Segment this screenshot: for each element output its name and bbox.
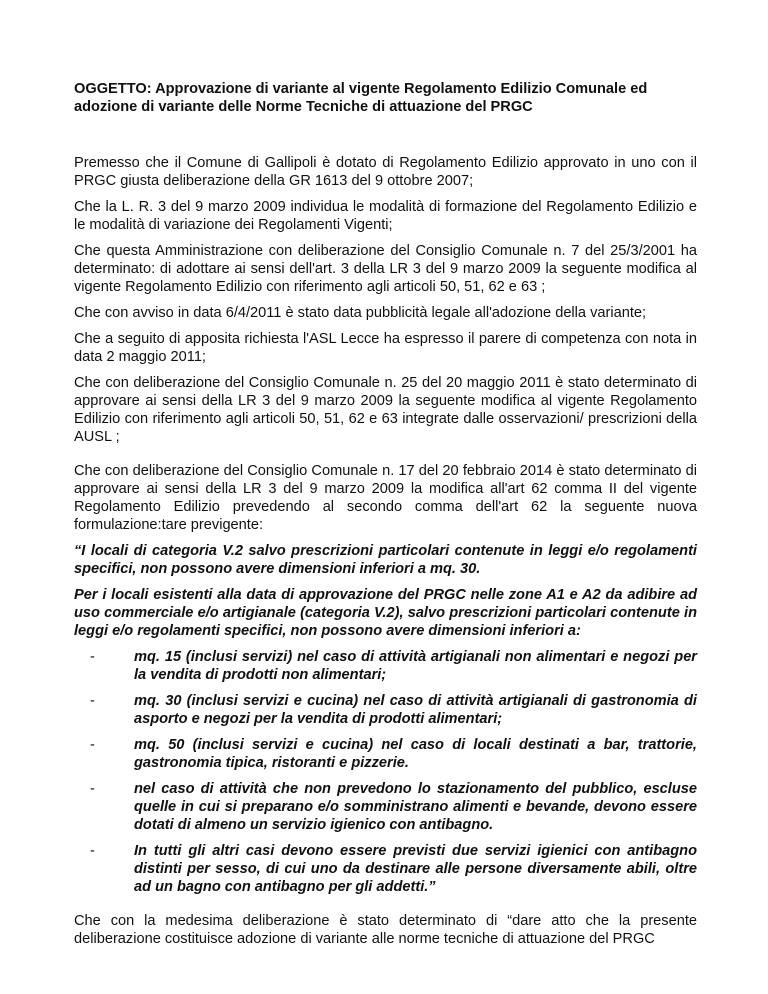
list-item: - nel caso di attività che non prevedono lo stazionamento del pubblico, escluse quelle in cui si preparano e/o somministrano alimenti e bevande, devono essere dotati di almeno un servizio igienico con antibagno. bbox=[90, 781, 697, 833]
list-item: - mq. 30 (inclusi servizi e cucina) nel caso di attività artigianali di gastronomia di asporto e negozi per la vendita di prodotti alimentari; bbox=[90, 693, 697, 727]
quote-locali-esistenti: Per i locali esistenti alla data di approvazione del PRGC nelle zone A1 e A2 da adibire ad uso commerciale e/o artigianale (categoria V.2), salvo prescrizioni particolari contenute in leggi e/o regolamenti specifici, non possono avere dimensioni inferiori a: bbox=[74, 587, 697, 639]
list-item: - mq. 15 (inclusi servizi) nel caso di attività artigianali non alimentari e negozi per la vendita di prodotti non alimentari; bbox=[90, 649, 697, 683]
paragraph-amministrazione: Che questa Amministrazione con deliberazione del Consiglio Comunale n. 7 del 25/3/2001 ha determinato: di adottare ai sensi dell'art. 3 della LR 3 del 9 marzo 2009 la seguente modifica al vigente Regolamento Edilizio con riferimento agli articoli 50, 51, 62 e 63 ; bbox=[74, 243, 697, 295]
paragraph-premesso: Premesso che il Comune di Gallipoli è dotato di Regolamento Edilizio approvato in uno con il PRGC giusta deliberazione della GR 1613 del 9 ottobre 2007; bbox=[74, 155, 697, 189]
paragraph-delibera-25: Che con deliberazione del Consiglio Comunale n. 25 del 20 maggio 2011 è stato determinato di approvare ai sensi della LR 3 del 9 marzo 2009 la seguente modifica al vigente Regolamento Edilizio con riferimento agli articoli 50, 51, 62 e 63 integrate dalle osservazioni/ prescrizioni della AUSL ; bbox=[74, 375, 697, 445]
document-title: OGGETTO: Approvazione di variante al vigente Regolamento Edilizio Comunale ed adozione di variante delle Norme Tecniche di attuazione del PRGC bbox=[74, 81, 648, 115]
paragraph-avviso: Che con avviso in data 6/4/2011 è stato data pubblicità legale all'adozione della variante; bbox=[74, 305, 647, 321]
dash-marker: - bbox=[90, 693, 95, 709]
dash-marker: - bbox=[90, 649, 95, 665]
list-item: - mq. 50 (inclusi servizi e cucina) nel caso di locali destinati a bar, trattorie, gastronomia tipica, ristoranti e pizzerie. bbox=[90, 737, 697, 771]
paragraph-asl: Che a seguito di apposita richiesta l'ASL Lecce ha espresso il parere di competenza con nota in data 2 maggio 2011; bbox=[74, 331, 697, 365]
requirements-list bbox=[74, 648, 697, 896]
dash-marker: - bbox=[90, 843, 95, 859]
quote-categoria-v2: “I locali di categoria V.2 salvo prescrizioni particolari contenute in leggi e/o regolamenti specifici, non possono avere dimensioni inferiori a mq. 30. bbox=[74, 543, 697, 577]
paragraph-delibera-17: Che con deliberazione del Consiglio Comunale n. 17 del 20 febbraio 2014 è stato determinato di approvare ai sensi della LR 3 del 9 marzo 2009 la modifica all'art 62 comma II del vigente Regolamento Edilizio prevedendo al secondo comma dell'art 62 la seguente nuova formulazione:tare previgente: bbox=[74, 463, 697, 533]
paragraph-closing: Che con la medesima deliberazione è stato determinato di “dare atto che la presente deliberazione costituisce adozione di variante alle norme tecniche di attuazione del PRGC bbox=[74, 913, 697, 947]
dash-marker: - bbox=[90, 781, 95, 797]
dash-marker: - bbox=[90, 737, 95, 753]
list-item: - In tutti gli altri casi devono essere previsti due servizi igienici con antibagno distinti per sesso, di cui uno da destinare alle persone diversamente abili, oltre ad un bagno con antibagno per gli addetti.” bbox=[90, 843, 697, 895]
paragraph-lr: Che la L. R. 3 del 9 marzo 2009 individua le modalità di formazione del Regolamento Edilizio e le modalità di variazione dei Regolamenti Vigenti; bbox=[74, 199, 697, 233]
